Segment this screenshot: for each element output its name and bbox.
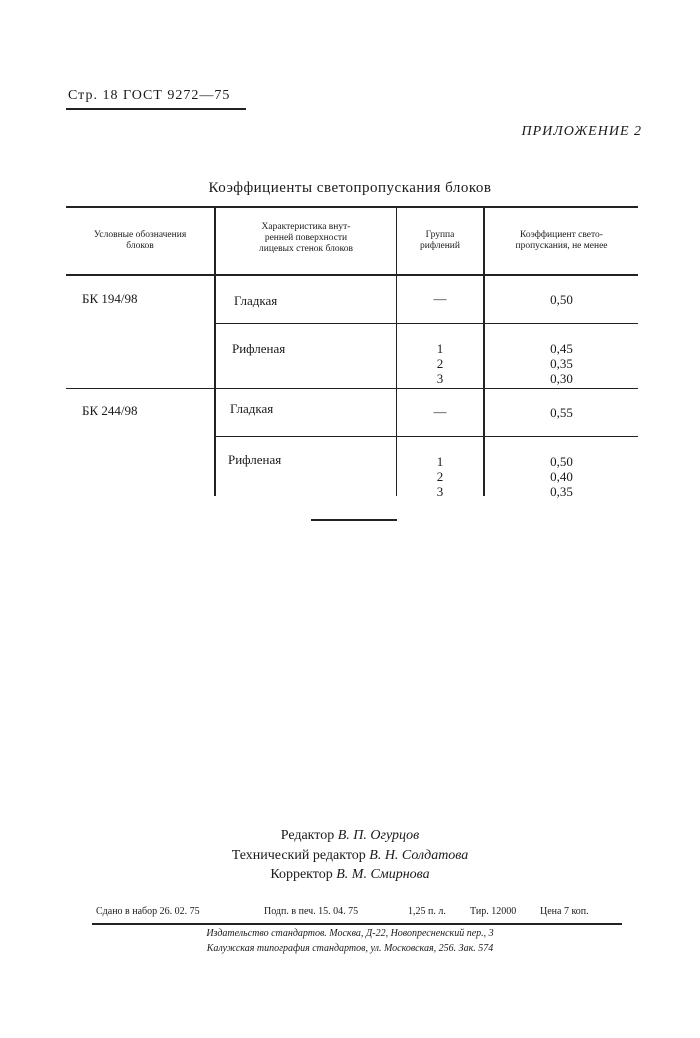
group-number: — [433, 404, 447, 419]
block-separator-rule [66, 388, 638, 389]
block-designation: БК 244/98 [82, 403, 138, 418]
credit-proofreader: Корректор В. М. Смирнова [270, 867, 430, 882]
group-number: 2 [436, 469, 444, 484]
credit-tech-editor: Технический редактор В. Н. Солдатова [231, 848, 469, 863]
coefficient-value: 0,45 [550, 341, 573, 356]
group-number: 3 [436, 371, 444, 386]
row-rule [214, 323, 638, 324]
surface-type: Рифленая [232, 341, 286, 356]
imprint-typeset: Сдано в набор 26. 02. 75 [96, 906, 200, 917]
column-header-surface: Характеристика внут- ренней поверхности лицевых стенок блоков [259, 222, 353, 254]
imprint-run: Тир. 12000 [470, 906, 517, 917]
coefficient-value: 0,40 [550, 469, 573, 484]
coefficient-values [485, 341, 638, 386]
appendix-label: ПРИЛОЖЕНИЕ 2 [521, 124, 642, 139]
group-number: 3 [436, 484, 444, 499]
column-header-group: Группа рифлений [420, 230, 460, 251]
surface-type: Гладкая [230, 401, 274, 416]
group-numbers [397, 341, 483, 386]
table-top-rule [66, 206, 638, 208]
coefficient-value: 0,30 [550, 371, 573, 386]
column-header-designation: Условные обозначения блоков [93, 230, 187, 251]
credit-editor: Редактор В. П. Огурцов [280, 828, 420, 843]
publisher-line-2: Калужская типография стандартов, ул. Московская, 256. Зак. 574 [206, 943, 494, 954]
imprint-price: Цена 7 коп. [540, 906, 589, 917]
coefficient-value: 0,50 [550, 292, 573, 307]
table-header-rule [66, 274, 638, 276]
imprint-rule [92, 923, 622, 925]
coefficient-value: 0,50 [550, 454, 573, 469]
group-numbers [397, 454, 483, 499]
page-header: Стр. 18 ГОСТ 9272—75 [68, 88, 231, 103]
block-designation: БК 194/98 [82, 291, 138, 306]
group-number: 2 [436, 356, 444, 371]
group-number: 1 [436, 454, 444, 469]
group-number: — [433, 291, 447, 306]
header-underline [66, 108, 246, 110]
coefficient-value: 0,35 [550, 484, 573, 499]
surface-type: Гладкая [234, 293, 278, 308]
imprint-signed: Подп. в печ. 15. 04. 75 [264, 906, 359, 917]
column-header-coefficient: Коэффициент свето- пропускания, не менее [515, 230, 608, 251]
surface-type: Рифленая [228, 452, 282, 467]
end-rule [311, 519, 397, 521]
coefficient-value: 0,35 [550, 356, 573, 371]
publisher-line-1: Издательство стандартов. Москва, Д-22, Новопресненский пер., 3 [206, 928, 494, 939]
coefficient-value: 0,55 [550, 405, 573, 420]
row-rule [214, 436, 638, 437]
imprint-sheets: 1,25 п. л. [408, 906, 446, 917]
group-number: 1 [436, 341, 444, 356]
coefficient-values [485, 454, 638, 499]
table-title: Коэффициенты светопропускания блоков [208, 180, 492, 196]
